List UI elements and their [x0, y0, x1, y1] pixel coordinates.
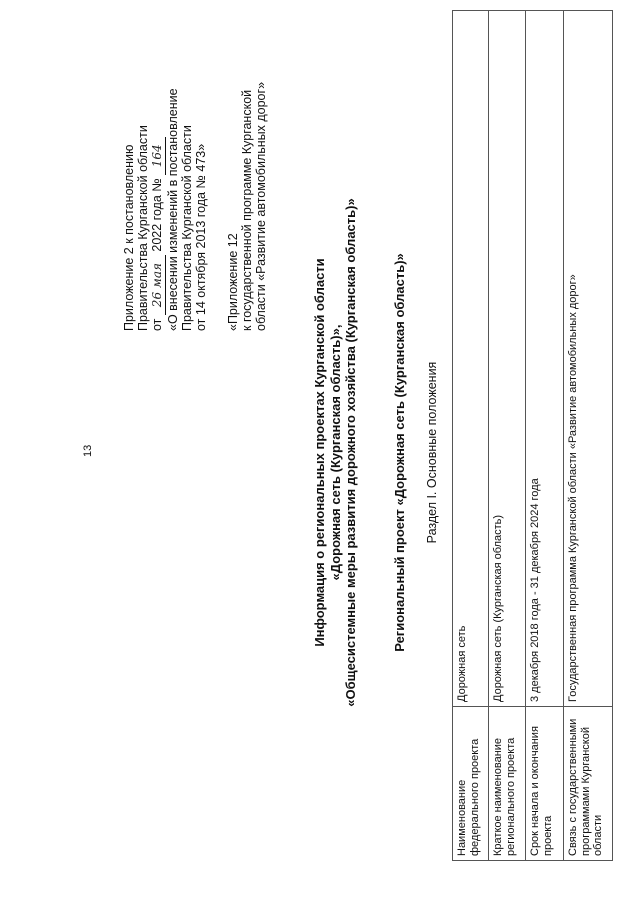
- section-title: Раздел I. Основные положения: [425, 361, 439, 544]
- row-value: Дорожная сеть: [453, 11, 489, 707]
- table-row: [526, 11, 564, 861]
- appendix-line-5: Правительства Курганской области: [179, 125, 194, 331]
- appendix-ref-line-3: области «Развитие автомобильных дорог»: [254, 81, 269, 331]
- row-value: Государственная программа Курганской области «Развитие автомобильных дорог»: [564, 11, 613, 707]
- appendix-line-1: Приложение 2 к постановлению: [122, 144, 136, 331]
- row-label: Наименование федерального проекта: [453, 707, 489, 861]
- appendix-ref-line-2: к государственной программе Курганской: [240, 89, 255, 331]
- title-line-3: «Общесистемные меры развития дорожного хозяйства (Курганская область)»: [343, 198, 358, 707]
- table-row: [453, 11, 489, 861]
- date-prefix: от: [150, 318, 165, 331]
- project-info-table: [452, 10, 613, 861]
- row-label: Связь с государственными программами Курганской области: [564, 707, 613, 861]
- table-row: [564, 11, 613, 861]
- handwritten-date: 26 мая: [150, 255, 165, 315]
- appendix-line-2: Правительства Курганской области: [136, 125, 151, 331]
- page-number: 13: [82, 444, 94, 457]
- appendix-line-4: «О внесении изменений в постановление: [165, 88, 180, 331]
- appendix-line-6: от 14 октября 2013 года № 473»: [194, 143, 209, 331]
- appendix-date-line: [150, 88, 165, 331]
- appendix-ref-line-1: «Приложение 12: [226, 233, 240, 331]
- title-line-1: Информация о региональных проектах Курганской области: [312, 258, 327, 647]
- appendix-reference: [226, 82, 269, 331]
- row-label: Срок начала и окончания проекта: [526, 707, 564, 861]
- project-title: Региональный проект «Дорожная сеть (Курганская область)»: [392, 253, 407, 652]
- row-label: Краткое наименование регионального проекта: [489, 707, 526, 861]
- handwritten-number: 164: [150, 137, 165, 175]
- table-row: [489, 11, 526, 861]
- title-line-2: «Дорожная сеть (Курганская область)»,: [327, 324, 343, 581]
- row-value: 3 декабря 2018 года - 31 декабря 2024 года: [526, 11, 564, 707]
- date-year: 2022 года №: [150, 178, 165, 252]
- appendix-header: [122, 88, 208, 331]
- row-value: Дорожная сеть (Курганская область): [489, 11, 526, 707]
- document-title: [312, 0, 359, 905]
